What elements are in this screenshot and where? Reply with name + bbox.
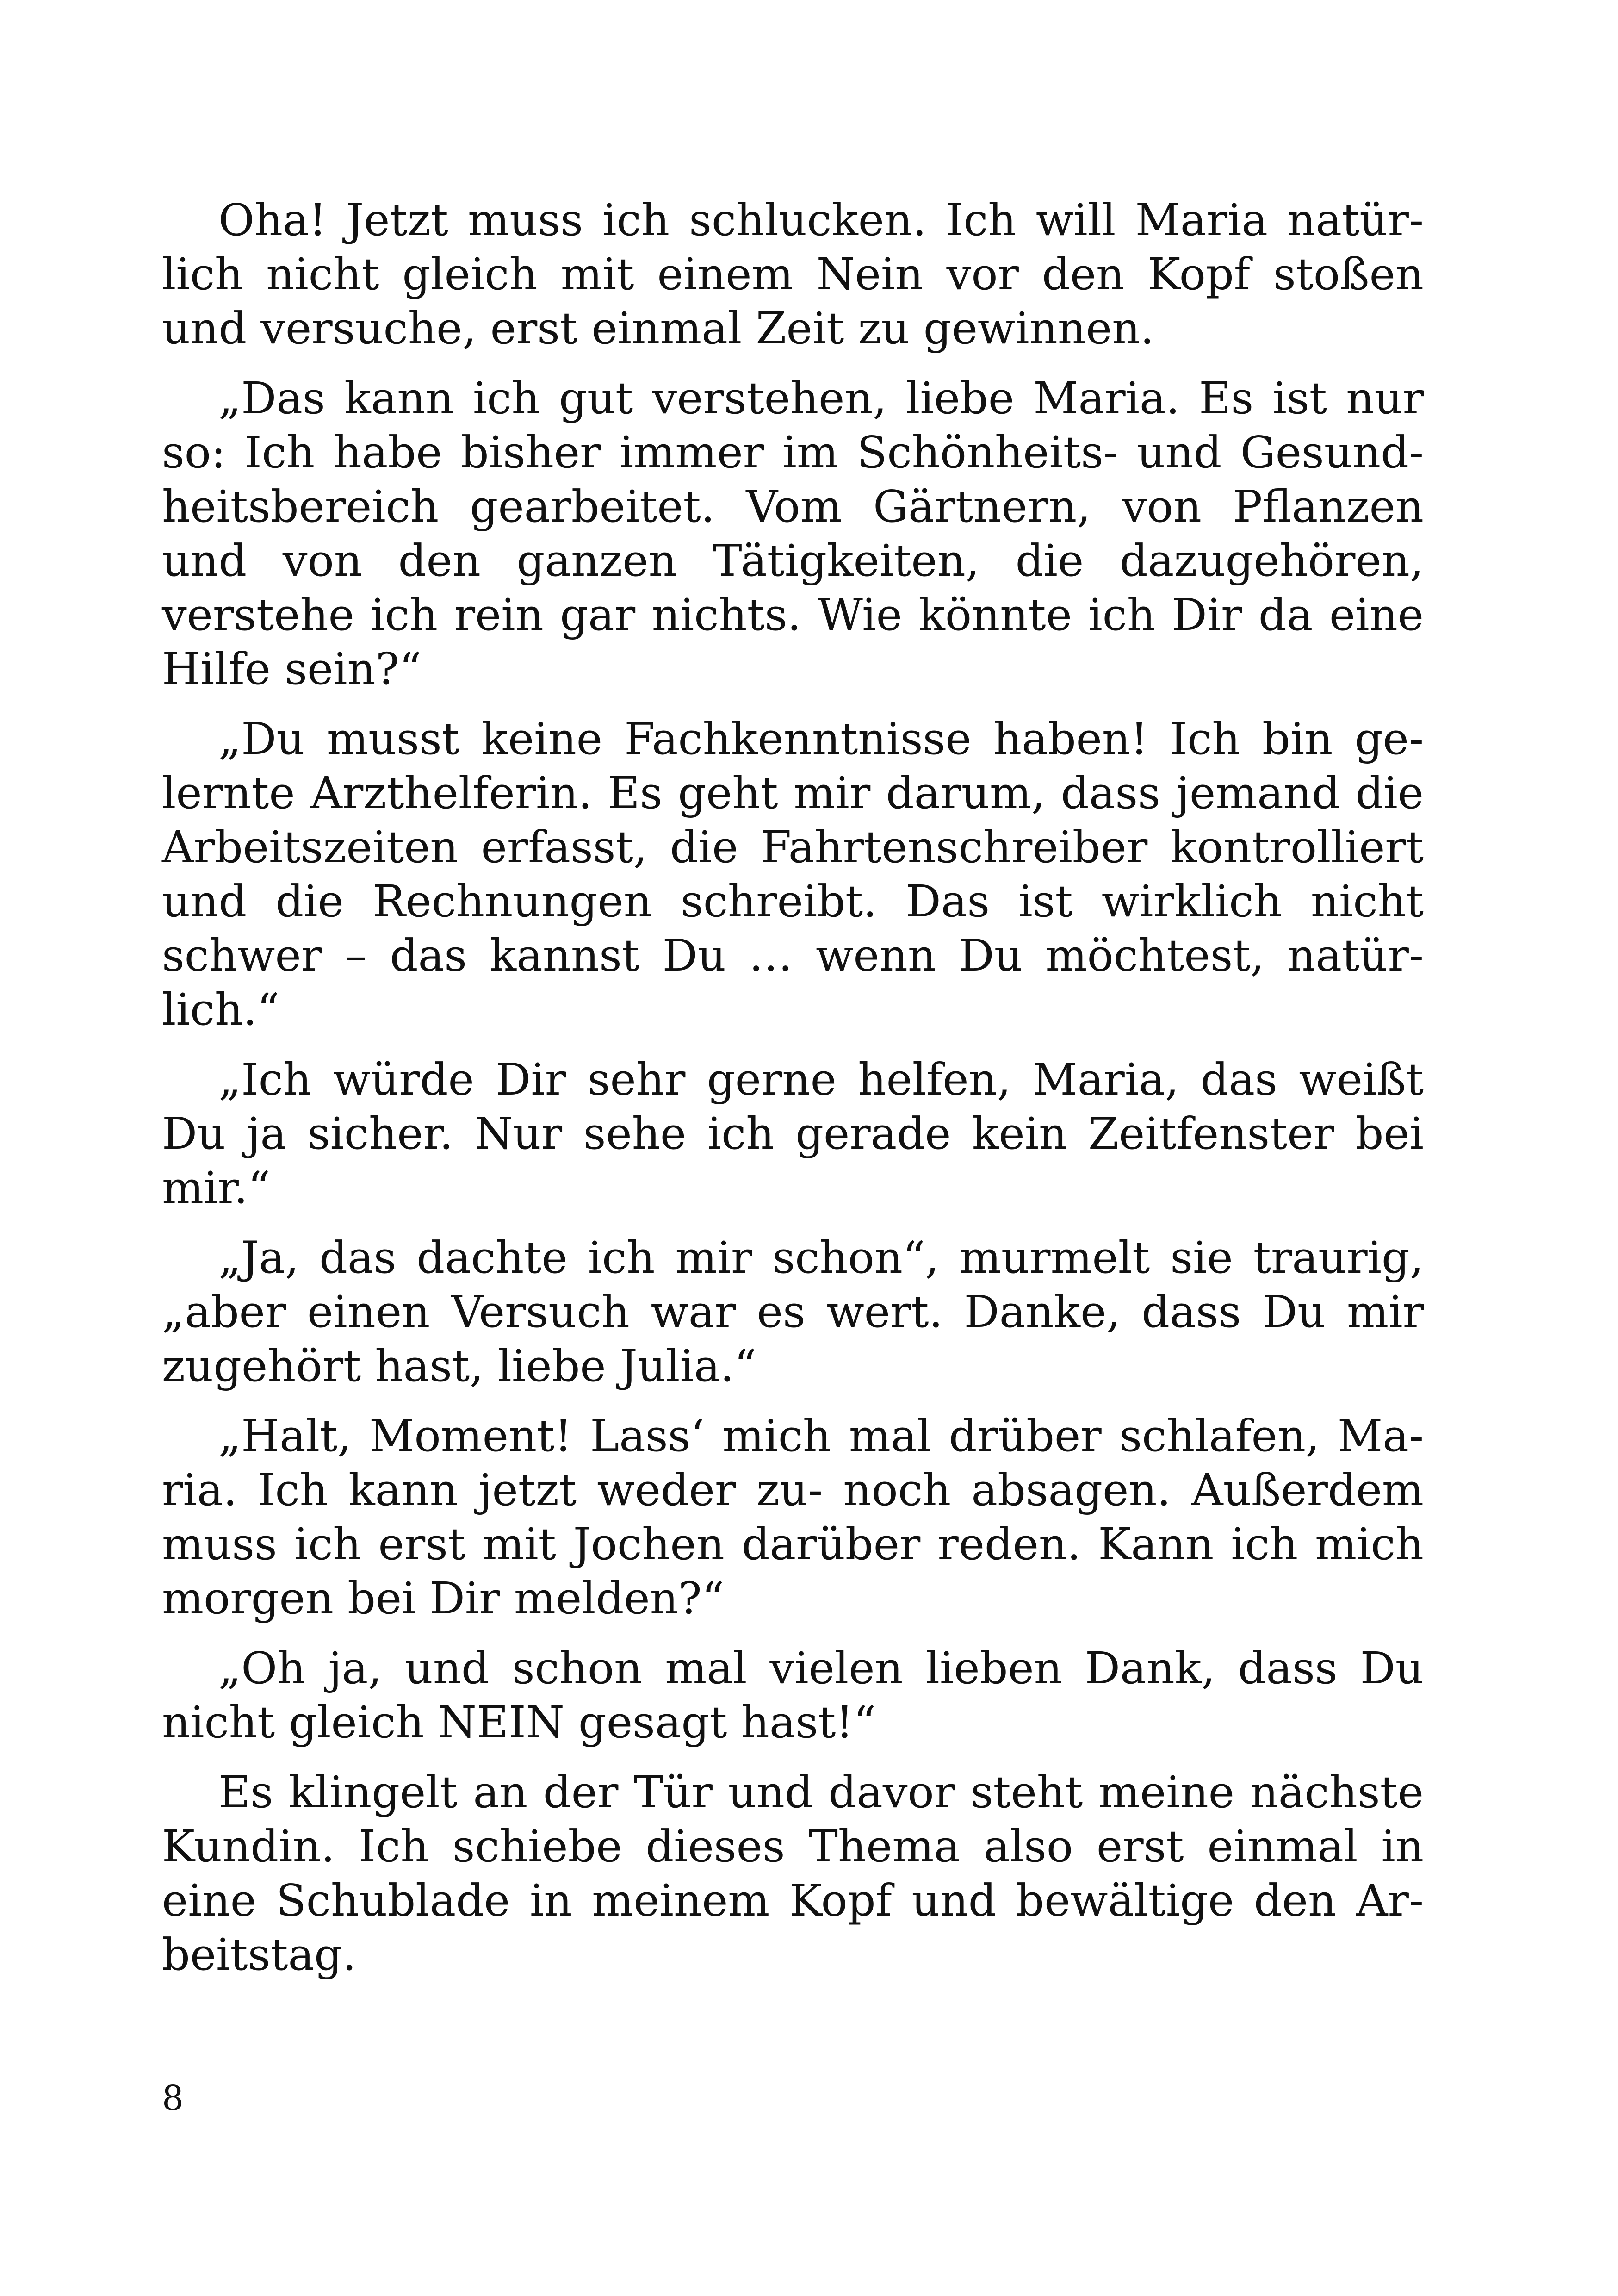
paragraph-6: „Halt, Moment! Lass‘ mich mal drüber schlafen, Maria. Ich kann jetzt weder zu- noch absagen. Außerdem muss ich erst mit Jochen darüber reden. Kann ich mich morgen bei Dir melden?“: [162, 1411, 1424, 1624]
paragraph-5: „Ja, das dachte ich mir schon“, murmelt sie traurig, „aber einen Versuch war es wert. Danke, dass Du mir zugehört hast, liebe Julia.“: [162, 1232, 1424, 1392]
paragraph-3: „Du musst keine Fachkenntnisse haben! Ich bin gelernte Arzthelferin. Es geht mir darum, dass jemand die Arbeitszeiten erfasst, die Fahrtenschreiber kontrolliert und die Rechnungen schreibt. Das ist wirklich nicht schwer – das kannst Du … wenn Du möchtest, natürlich.“: [162, 714, 1424, 1035]
paragraph-7: „Oh ja, und schon mal vielen lieben Dank, dass Du nicht gleich NEIN gesagt hast!“: [162, 1643, 1424, 1748]
paragraph-8: Es klingelt an der Tür und davor steht meine nächste Kundin. Ich schiebe dieses Thema also erst einmal in eine Schublade in meinem Kopf und bewältige den Arbeitstag.: [162, 1767, 1424, 1980]
paragraph-4: „Ich würde Dir sehr gerne helfen, Maria, das weißt Du ja sicher. Nur sehe ich gerade kein Zeitfenster bei mir.“: [162, 1054, 1424, 1213]
body-text: [162, 193, 1424, 1998]
paragraph-1: Oha! Jetzt muss ich schlucken. Ich will Maria natürlich nicht gleich mit einem Nein vor den Kopf stoßen und versuche, erst einmal Zeit zu gewinnen.: [162, 195, 1424, 354]
page-number: 8: [162, 2078, 184, 2118]
paragraph-2: „Das kann ich gut verstehen, liebe Maria. Es ist nur so: Ich habe bisher immer im Schönheits- und Gesundheitsbereich gearbeitet. Vom Gärtnern, von Pflanzen und von den ganzen Tätigkeiten, die dazugehören, verstehe ich rein gar nichts. Wie könnte ich Dir da eine Hilfe sein?“: [162, 373, 1424, 695]
